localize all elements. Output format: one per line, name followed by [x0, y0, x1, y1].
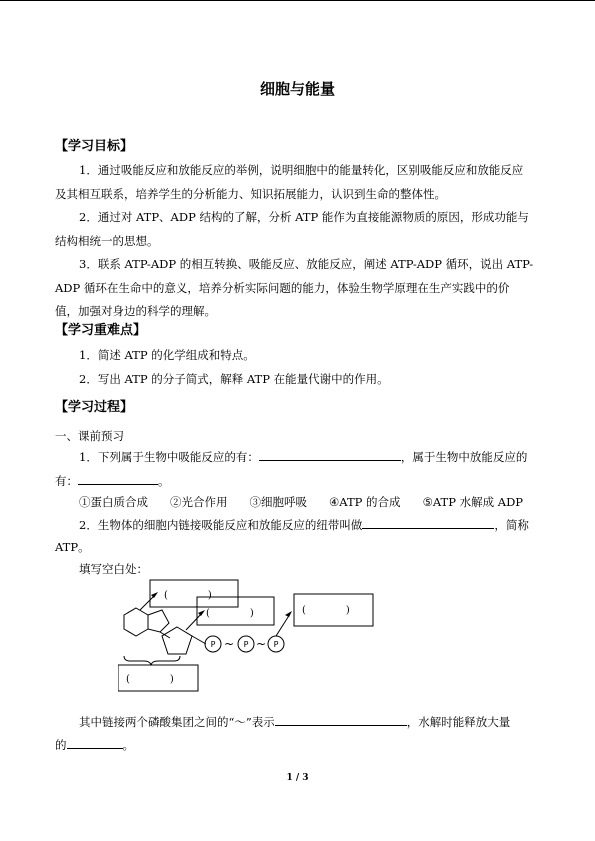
ribose-phosphate-bond [192, 636, 206, 644]
question-1-text: 1．下列属于生物中吸能反应的有： [79, 450, 259, 464]
section-heading-key-points: 【学习重难点】 [55, 323, 147, 338]
adenosine-brace [124, 656, 180, 665]
question-1-line-1 [79, 448, 527, 465]
goal-1-line-1: 1．通过吸能反应和放能反应的举例，说明细胞中的能量转化，区别吸能反应和放能反应 [79, 163, 524, 177]
goal-3-line-3: 值，加强对身边的科学的理解。 [55, 304, 216, 318]
question-2-text-2: ，简称 [494, 518, 529, 532]
adenine-six-ring [124, 608, 148, 636]
adenine-ribose-bond [160, 632, 170, 638]
key-point-1: 1．简述 ATP 的化学组成和特点。 [79, 348, 255, 362]
label-box-3-text: ( ) [302, 605, 350, 616]
goal-3-line-1: 3．联系 ATP-ADP 的相互转换、吸能反应、放能反应，阐述 ATP-ADP 循环，说出 ATP- [79, 257, 534, 271]
question-1-end: 。 [158, 474, 170, 488]
question-3-blank-energy[interactable] [67, 736, 123, 749]
high-energy-bond-2: ~ [255, 637, 267, 651]
option-5: ⑤ATP 水解成 ADP [422, 495, 524, 509]
phosphate-label-2: P [243, 640, 249, 649]
goal-1-line-2: 及其相互联系，培养学生的分析能力、知识拓展能力，认识到生命的整体性。 [55, 186, 446, 201]
question-1-text-3: 有： [55, 474, 78, 488]
top-rule [0, 0, 595, 1]
question-2-line-2: ATP。 [55, 540, 90, 554]
page-number: 1 / 3 [286, 773, 309, 783]
option-1: ①蛋白质合成 [79, 495, 148, 509]
question-2-blank[interactable] [362, 516, 494, 529]
question-3-text-3: 的 [55, 738, 67, 752]
goal-3-line-2: ADP 循环在生命中的意义，培养分析实际问题的能力，体验生物学原理在生产实践中的价 [55, 280, 510, 295]
phosphate-label-1: P [210, 640, 216, 649]
question-2-line-1 [79, 516, 529, 533]
adenine-five-ring [148, 610, 169, 632]
goals-paragraph [55, 159, 541, 324]
section-heading-process: 【学习过程】 [55, 400, 134, 415]
arrow-2-head [198, 610, 205, 616]
option-2: ②光合作用 [170, 495, 228, 509]
option-3: ③细胞呼吸 [249, 495, 307, 509]
key-point-2: 2．写出 ATP 的分子简式，解释 ATP 在能量代谢中的作用。 [79, 371, 389, 386]
key-points-paragraph [55, 344, 541, 391]
label-box-4-text: ( ) [126, 674, 174, 685]
label-box-1-text: ( ) [164, 590, 212, 601]
question-3-line-1 [79, 713, 510, 730]
arrow-3-head [285, 611, 292, 617]
question-3-text: 其中链接两个磷酸集团之间的“～”表示 [79, 715, 275, 729]
question-1-blank-release[interactable] [78, 472, 158, 485]
goal-2-line-1: 2．通过对 ATP、ADP 结构的了解，分析 ATP 能作为直接能源物质的原因，形成功能与 [79, 210, 529, 224]
question-2-text: 2．生物体的细胞内链接吸能反应和放能反应的纽带叫做 [79, 518, 363, 532]
question-1-blank-absorb[interactable] [259, 448, 401, 461]
question-1-options [79, 494, 523, 510]
section-heading-goals: 【学习目标】 [55, 139, 134, 154]
question-3-end: 。 [122, 738, 134, 752]
high-energy-bond-1: ~ [223, 637, 235, 651]
subsection-preview: 一、课前预习 [55, 429, 124, 443]
question-3-text-2: ，水解时能释放大量 [406, 715, 511, 729]
question-1-text-2: ，属于生物中放能反应的 [400, 450, 528, 464]
question-1-line-2 [55, 472, 170, 489]
question-3-blank-bond[interactable] [275, 713, 407, 726]
arrow-3-line [276, 614, 290, 636]
label-box-2-text: ( ) [206, 608, 254, 619]
atp-structure-diagram [118, 572, 388, 697]
fill-prompt: 填写空白处： [79, 562, 148, 576]
ribose-ring [162, 627, 192, 654]
arrow-1-head [151, 592, 158, 598]
page-title: 细胞与能量 [259, 80, 335, 98]
goal-2-line-2: 结构相统一的思想。 [55, 233, 159, 248]
question-3-line-2 [55, 736, 134, 753]
phosphate-label-3: P [273, 640, 279, 649]
option-4: ④ATP 的合成 [329, 495, 401, 509]
